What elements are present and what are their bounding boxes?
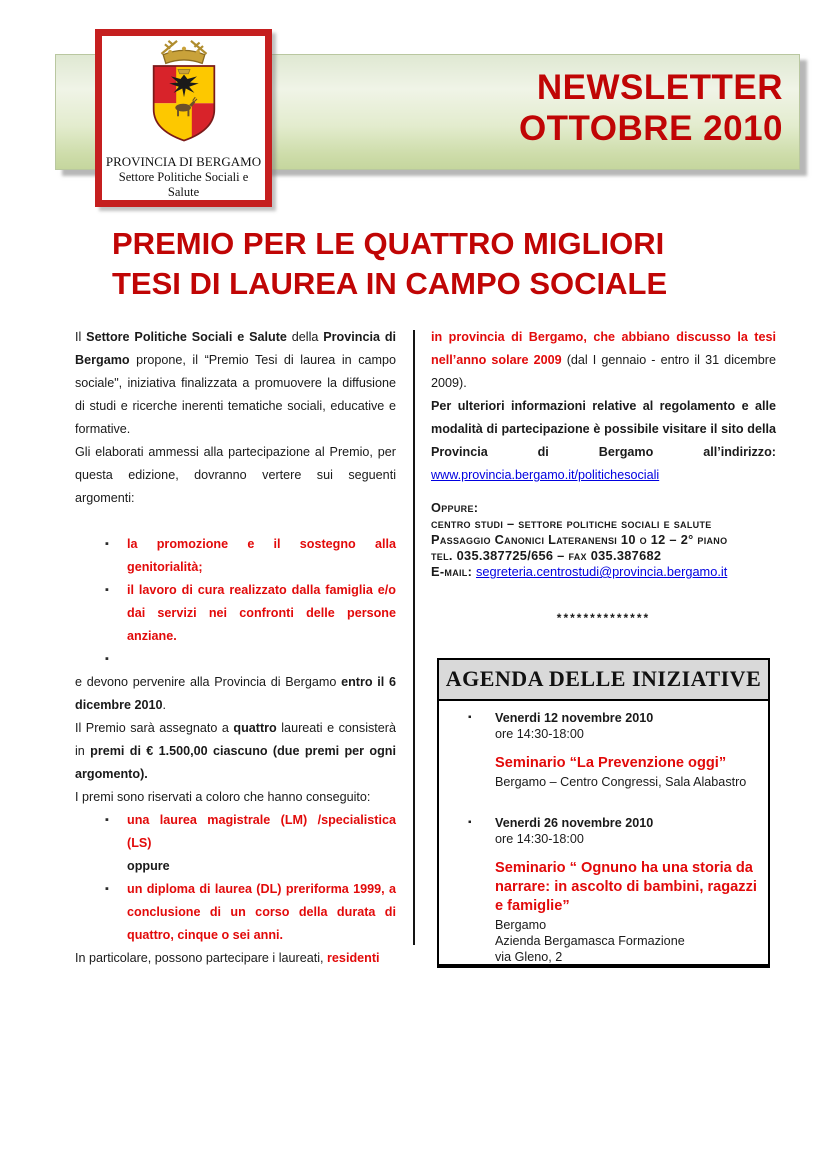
logo-org-name: PROVINCIA DI BERGAMO: [105, 154, 262, 169]
bullet-icon: ▪: [105, 883, 109, 895]
list-item-empty: [75, 648, 396, 671]
asterisk-separator: **************: [556, 611, 651, 625]
event-datetime: [495, 815, 653, 847]
site-link-line: [431, 464, 776, 487]
list-item-degree-2: [75, 878, 396, 947]
text-run: Il Premio sarà assegnato a: [75, 721, 234, 735]
intro-paragraph: [75, 326, 396, 441]
requirements-paragraph: I premi sono riservati a coloro che hanno conseguito:: [75, 790, 371, 804]
participants-paragraph: [75, 947, 396, 970]
masthead-title: [519, 67, 783, 149]
text-run: laureati e consisterà in: [75, 721, 396, 758]
text-run-red: in provincia di Bergamo, che abbiano discusso la tesi nell’anno solare 2009: [431, 330, 776, 367]
list-item-text: un diploma di laurea (DL) preriforma 1999, a conclusione di un corso della durata di quattro, cinque o sei anni.: [127, 882, 396, 942]
event-datetime: [495, 710, 653, 742]
list-item-degree-1: [75, 809, 396, 855]
event-header: [453, 815, 758, 847]
contact-office: centro studi – settore politiche sociali e salute: [431, 516, 712, 531]
deadline-paragraph: [75, 671, 396, 717]
event-title: Seminario “La Prevenzione oggi”: [495, 755, 727, 771]
text-run: In particolare, possono partecipare i laureati,: [75, 951, 328, 965]
provincia-website-link[interactable]: www.provincia.bergamo.it/politichesociali: [431, 468, 660, 482]
bullet-icon: ▪: [468, 817, 472, 828]
event-location: Azienda Bergamasca Formazione: [495, 934, 685, 948]
agenda-box: [437, 658, 770, 968]
page-title-line1: PREMIO PER LE QUATTRO MIGLIORI: [112, 226, 665, 261]
left-column: [75, 326, 396, 970]
bullet-icon: ▪: [105, 653, 109, 665]
bullet-icon: ▪: [105, 584, 109, 596]
text-run-bold: entro il 6 dicembre 2010: [75, 675, 396, 712]
logo: [95, 29, 272, 207]
list-item-text: la promozione e il sostegno alla genitorialità;: [127, 537, 396, 574]
text-run-bold: quattro: [233, 721, 277, 735]
list-item-text: [127, 648, 396, 671]
agenda-title: AGENDA DELLE INIZIATIVE: [439, 660, 768, 701]
agenda-event-1: [453, 710, 758, 790]
list-item-text: una laurea magistrale (LM) /specialistica (LS): [127, 813, 396, 850]
spacer: [75, 510, 396, 533]
agenda-event-2: [453, 815, 758, 965]
topics-paragraph: Gli elaborati ammessi alla partecipazione al Premio, per questa edizione, dovranno vertere sui seguenti argomenti:: [75, 445, 396, 505]
masthead-line2: OTTOBRE 2010: [518, 109, 783, 148]
right-column: [431, 326, 776, 630]
text-run: Il: [75, 330, 87, 344]
info-paragraph: Per ulteriori informazioni relative al regolamento e alle modalità di partecipazione è possibile visitare il sito della Provincia di Bergamo all’indirizzo:: [431, 399, 776, 459]
oppure-label: oppure: [127, 859, 170, 873]
text-run: e devono pervenire alla Provincia di Bergamo: [75, 675, 342, 689]
text-run: (dal I gennaio - entro il 31 dicembre 2009).: [431, 353, 776, 390]
text-run-red: residenti: [327, 951, 380, 965]
page-title-line2: TESI DI LAUREA IN CAMPO SOCIALE: [112, 266, 668, 301]
text-run: propone, il “Premio Tesi di laurea in campo sociale", iniziativa finalizzata a promuovere la diffusione di studi e ricerche inerenti tematiche sociali, educative e formative.: [75, 353, 396, 436]
coat-of-arms-icon: [132, 36, 236, 148]
email-link[interactable]: segreteria.centrostudi@provincia.bergamo.it: [476, 564, 728, 579]
email-label: E-mail:: [431, 564, 477, 579]
event-time: ore 14:30-18:00: [495, 727, 584, 741]
contact-email-line: [431, 564, 776, 580]
contact-oppure: Oppure:: [431, 500, 479, 515]
list-item-topic-1: [75, 533, 396, 579]
list-item-topic-2: [75, 579, 396, 648]
event-location: Bergamo – Centro Congressi, Sala Alabastro: [495, 775, 747, 789]
residency-paragraph: [431, 326, 776, 395]
bullet-icon: ▪: [105, 814, 109, 826]
event-location: via Gleno, 2: [495, 950, 563, 964]
event-location: Bergamo: [495, 918, 547, 932]
event-time: ore 14:30-18:00: [495, 832, 584, 846]
contact-address: Passaggio Canonici Lateranensi 10 o 12 – 2° piano: [431, 532, 728, 547]
logo-dept-name: Settore Politiche Sociali e Salute: [118, 170, 249, 199]
contact-block: [431, 500, 776, 580]
event-title: Seminario “ Ognuno ha una storia da narrare: in ascolto di bambini, ragazzi e famiglie”: [495, 860, 757, 914]
event-header: [453, 710, 758, 742]
contact-phone: tel. 035.387725/656 – fax 035.387682: [431, 548, 662, 563]
text-run: della: [286, 330, 324, 344]
list-item-text: il lavoro di cura realizzato dalla famiglia e/o dai servizi nei confronti delle persone anziane.: [127, 583, 396, 643]
masthead-line1: NEWSLETTER: [536, 68, 783, 107]
event-date: Venerdi 26 novembre 2010: [495, 816, 654, 830]
page-title: [112, 224, 772, 304]
event-date: Venerdi 12 novembre 2010: [495, 711, 654, 725]
text-run-bold: premi di € 1.500,00 ciascuno (due premi per ogni argomento).: [75, 744, 396, 781]
text-run: .: [162, 698, 167, 712]
text-run-bold: Provincia di Bergamo: [75, 330, 397, 367]
agenda-body: [439, 701, 768, 965]
bullet-icon: ▪: [468, 712, 472, 723]
text-run-bold: Settore Politiche Sociali e Salute: [86, 330, 287, 344]
prize-paragraph: [75, 717, 396, 786]
column-divider: [413, 330, 415, 945]
bullet-icon: ▪: [105, 538, 109, 550]
